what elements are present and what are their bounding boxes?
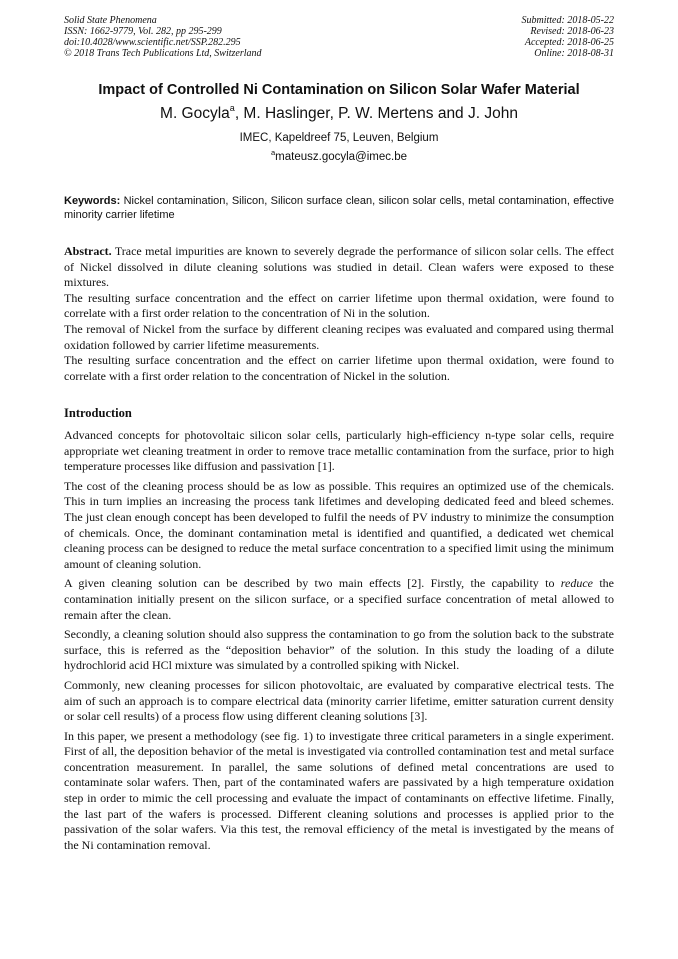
abstract-label: Abstract. (64, 244, 112, 258)
introduction-body (64, 428, 614, 857)
keywords-label: Keywords: (64, 195, 121, 207)
abstract-text-1: Trace metal impurities are known to severely degrade the performance of silicon solar cells. The effect of Nickel dissolved in dilute cleaning solutions was studied in detail. Clean wafers were exposed to these mixtures. (64, 244, 614, 290)
intro-paragraph: Secondly, a cleaning solution should also suppress the contamination to go from the solution back to the substrate surface, this is referred as the “deposition behavior” of the solution. In this study the loading of a dilute hydrochlorid acid HCl mixture was simulated by a controlled spiking with Nickel. (64, 627, 614, 673)
first-author-mark: a (229, 103, 235, 113)
doi-line: doi:10.4028/www.scientific.net/SSP.282.295 (64, 37, 241, 48)
intro-paragraph: Commonly, new cleaning processes for silicon photovoltaic, are evaluated by comparative electrical tests. The aim of such an approach is to compare electrical data (minority carrier lifetime, emitter saturation current density or solar cell results) of a process flow using different cleaning solutions [3]. (64, 677, 614, 724)
first-author: M. Gocyla (160, 105, 230, 122)
intro-p3-emphasis: reduce (560, 576, 593, 591)
intro-p3-end: the contamination initially present on the silicon surface, or a specified surface concentration of metal allowed to remain after the clean. (64, 576, 614, 622)
other-authors: , M. Haslinger, P. W. Mertens and J. John (234, 105, 518, 122)
contact-email (30, 148, 648, 163)
email-mark: a (270, 148, 276, 157)
introduction-heading: Introduction (64, 406, 132, 420)
intro-paragraph: Advanced concepts for photovoltaic silicon solar cells, particularly high-efficiency n-type solar cells, require appropriate wet cleaning treatment in order to remove trace metallic contamination from the surface, prior to high temperature processes like diffusion and passivation [1]. (64, 428, 614, 474)
accepted-date: Accepted: 2018-06-25 (524, 37, 614, 48)
abstract-paragraph: The resulting surface concentration and the effect on carrier lifetime upon thermal oxidation, were found to correlate with a first order relation to the concentration of Ni in the solution. (64, 290, 614, 321)
issn-line: ISSN: 1662-9779, Vol. 282, pp 295-299 (64, 26, 222, 37)
submitted-date: Submitted: 2018-05-22 (521, 15, 614, 26)
affiliation: IMEC, Kapeldreef 75, Leuven, Belgium (239, 132, 439, 144)
intro-paragraph (64, 576, 614, 623)
email-address: mateusz.gocyla@imec.be (275, 151, 407, 163)
intro-p3-start: A given cleaning solution can be described by two main effects [2]. Firstly, the capability to (64, 576, 561, 591)
paper-title: Impact of Controlled Ni Contamination on Silicon Solar Wafer Material (98, 82, 580, 98)
journal-info (64, 15, 262, 59)
keywords-text: Nickel contamination, Silicon, Silicon surface clean, silicon solar cells, metal contamination, effective minority carrier lifetime (64, 195, 614, 221)
online-date: Online: 2018-08-31 (534, 48, 614, 59)
journal-name: Solid State Phenomena (64, 15, 157, 26)
author-list (30, 105, 648, 123)
revised-date: Revised: 2018-06-23 (530, 26, 614, 37)
abstract-paragraph: The removal of Nickel from the surface by different cleaning recipes was evaluated and compared using thermal oxidation followed by carrier lifetime measurements. (64, 321, 614, 352)
intro-paragraph: In this paper, we present a methodology (see fig. 1) to investigate three critical parameters in a single experiment. First of all, the deposition behavior of the metal is investigated via controlled contamination test and metal surface concentration measurement. In parallel, the same solutions of defined metal concentrations are used to contaminate solar wafers. Then, part of the contaminated wafers are passivated by a high temperature oxidation step in order to mimic the cell processing and evaluate the impact of contaminants on effective lifetime. Finally, the last part of the wafers is processed. Different cleaning solutions and processes is applied prior to the passivation of the solar wafers. Via this test, the removal efficiency of the metal is investigated by the means of the Ni contamination removal. (64, 728, 614, 852)
publication-dates (522, 15, 615, 59)
keywords-block (64, 195, 614, 222)
abstract-paragraph (64, 244, 614, 291)
intro-paragraph: The cost of the cleaning process should be as low as possible. This requires an optimized use of the chemicals. This in turn implies an increasing the process tank lifetimes and developing dedicated feed and bleed schemes. The just clean enough concept has been developed to fulfil the needs of PV industry to minimize the consumption of chemicals. Once, the dominant contamination metal is identified and quantified, a dedicated wet chemical cleaning process can be designed to reduce the metal surface concentration to a specified limit using the minimum amount of cleaning solution. (64, 478, 614, 571)
copyright-line: © 2018 Trans Tech Publications Ltd, Switzerland (64, 48, 262, 59)
abstract-paragraph: The resulting surface concentration and the effect on carrier lifetime upon thermal oxidation, were found to correlate with a first order relation to the concentration of Nickel in the solution. (64, 353, 614, 383)
abstract-block (64, 244, 614, 384)
